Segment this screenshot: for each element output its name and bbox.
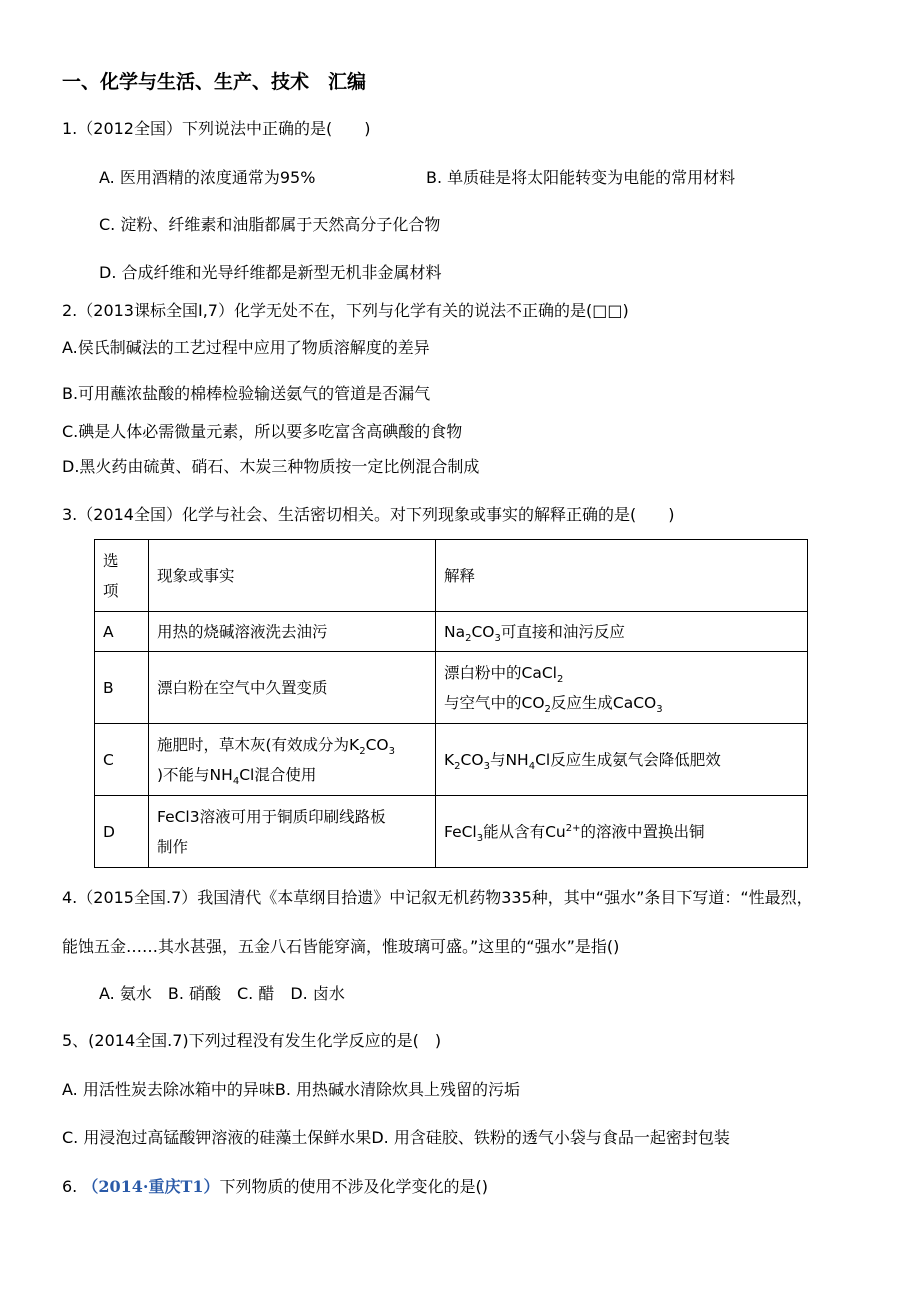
question-6-source: （2014·重庆T1） <box>82 1177 220 1196</box>
question-2-option-b: B.可用蘸浓盐酸的棉棒检验输送氨气的管道是否漏气 <box>62 384 431 403</box>
header-explanation-cell: 解释 <box>436 540 808 612</box>
question-6-stem <box>62 1175 488 1199</box>
question-2-option-d: D.黑火药由硫黄、硝石、木炭三种物质按一定比例混合制成 <box>62 457 480 476</box>
question-3-stem: 3.（2014全国）化学与社会、生活密切相关。对下列现象或事实的解释正确的是( ) <box>62 505 675 524</box>
question-6-number: 6. <box>62 1177 83 1196</box>
row-option: A <box>95 612 149 652</box>
question-2-option-a: A.侯氏制碱法的工艺过程中应用了物质溶解度的差异 <box>62 338 430 357</box>
question-5-options-cd: C. 用浸泡过高锰酸钾溶液的硅藻土保鲜水果D. 用含硅胶、铁粉的透气小袋与食品一起密封包装 <box>62 1128 730 1147</box>
question-2-stem: 2.（2013课标全国Ⅰ,7）化学无处不在，下列与化学有关的说法不正确的是(□□) <box>62 301 629 320</box>
row-fact: 用热的烧碱溶液洗去油污 <box>149 612 436 652</box>
question-1-stem: 1.（2012全国）下列说法中正确的是( ) <box>62 119 371 138</box>
table-row <box>95 612 808 652</box>
question-5-options-ab: A. 用活性炭去除冰箱中的异味B. 用热碱水清除炊具上残留的污垢 <box>62 1080 520 1099</box>
row-option: B <box>95 652 149 724</box>
row-explanation: $Na_2CO_3$可直接和油污反应 <box>436 612 808 652</box>
page-heading: 一、化学与生活、生产、技术 汇编 <box>62 71 367 93</box>
row-explanation: $K_2CO_3$与$NH_4Cl$反应生成氨气会降低肥效 <box>436 724 808 796</box>
header-option-label-1: 选 <box>103 551 119 570</box>
question-1-option-d: D. 合成纤维和光导纤维都是新型无机非金属材料 <box>99 263 442 282</box>
row-fact: 漂白粉在空气中久置变质 <box>149 652 436 724</box>
question-4-stem-line-1: 4.（2015全国.7）我国清代《本草纲目拾遗》中记叙无机药物335种，其中“强水”条目下写道：“性最烈， <box>62 888 813 907</box>
question-1-option-a: A. 医用酒精的浓度通常为95% <box>99 168 316 187</box>
question-1-option-b: B. 单质硅是将太阳能转变为电能的常用材料 <box>426 168 736 187</box>
row-option: C <box>95 724 149 796</box>
table-row <box>95 724 808 796</box>
table-header-row <box>95 540 808 612</box>
row-explanation: FeCl$_3$能从含有$Cu^{2+}$的溶液中置换出铜 <box>436 796 808 868</box>
header-option-label-2: 项 <box>103 581 119 600</box>
question-4-options: A. 氨水 B. 硝酸 C. 醋 D. 卤水 <box>99 984 345 1003</box>
question-3-table <box>94 539 808 868</box>
row-explanation: 漂白粉中的CaCl$_2$ 与空气中的$CO_2$反应生成CaCO$_3$ <box>436 652 808 724</box>
row-fact: FeCl3溶液可用于铜质印刷线路板 制作 <box>149 796 436 868</box>
row-option: D <box>95 796 149 868</box>
question-2-option-c: C.碘是人体必需微量元素，所以要多吃富含高碘酸的食物 <box>62 422 463 441</box>
header-option-cell <box>95 540 149 612</box>
header-fact-cell: 现象或事实 <box>149 540 436 612</box>
table-row <box>95 652 808 724</box>
question-5-stem: 5、(2014全国.7)下列过程没有发生化学反应的是( ) <box>62 1031 442 1050</box>
table-row <box>95 796 808 868</box>
question-4-stem-line-2: 能蚀五金……其水甚强，五金八石皆能穿滴，惟玻璃可盛。”这里的“强水”是指() <box>62 937 620 956</box>
row-fact: 施肥时，草木灰(有效成分为$K_2CO_3$ )不能与$NH_4Cl$混合使用 <box>149 724 436 796</box>
question-6-text: 下列物质的使用不涉及化学变化的是() <box>219 1177 489 1196</box>
question-1-option-c: C. 淀粉、纤维素和油脂都属于天然高分子化合物 <box>99 215 441 234</box>
